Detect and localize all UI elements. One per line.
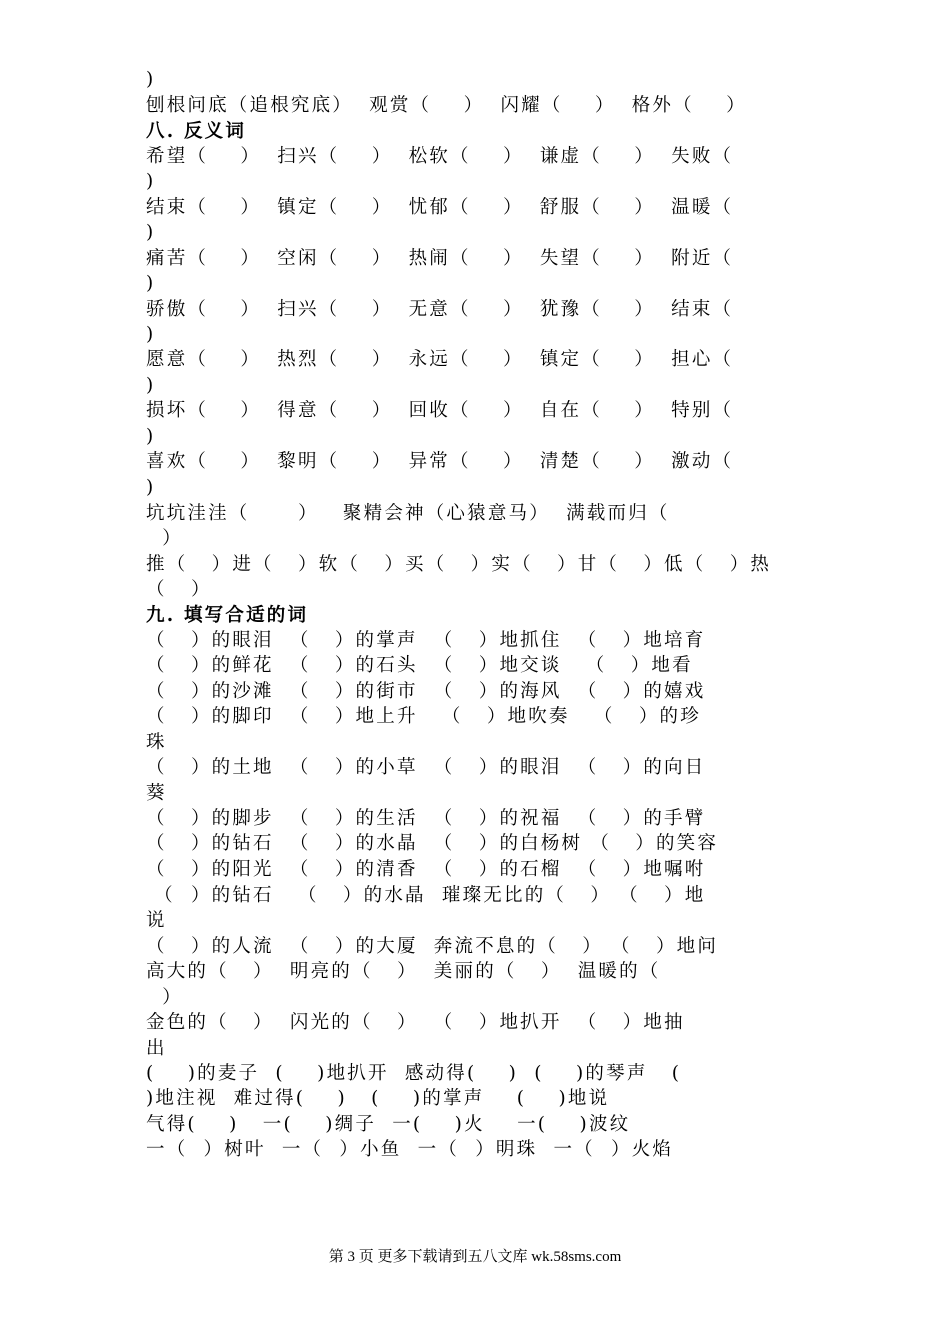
text-line: 损坏（ ） 得意（ ） 回收（ ） 自在（ ） 特别（ [146, 400, 734, 421]
text-line: 高大的（ ） 明亮的（ ） 美丽的（ ） 温暖的（ [146, 961, 661, 982]
text-line: ) [146, 375, 156, 396]
text-line: （ ）的鲜花 （ ）的石头 （ ）地交谈 （ ）地看 [146, 655, 693, 676]
text-line: ) [146, 426, 156, 447]
text-line: 葵 [146, 783, 167, 804]
text-line: 愿意（ ） 热烈（ ） 永远（ ） 镇定（ ） 担心（ [146, 349, 734, 370]
text-line: 结束（ ） 镇定（ ） 忧郁（ ） 舒服（ ） 温暖（ [146, 197, 734, 218]
text-line: （ ）的沙滩 （ ）的街市 （ ）的海风 （ ）的嬉戏 [146, 681, 706, 702]
text-line: 说 [146, 910, 167, 931]
text-line: ) [146, 171, 156, 192]
text-line: 出 [146, 1038, 167, 1059]
text-line: ) [146, 69, 156, 90]
text-line: )地注视 难过得( ) ( )的掌声 ( )地说 [146, 1088, 610, 1109]
text-line: ) [146, 222, 156, 243]
text-line: ( )的麦子 ( )地扒开 感动得( ) ( )的琴声 ( [146, 1063, 682, 1084]
text-line: （ ）的钻石 （ ）的水晶 （ ）的白杨树 （ ）的笑容 [146, 833, 719, 854]
text-line: ） [146, 987, 183, 1008]
text-line: ) [146, 273, 156, 294]
text-line: （ ）的脚步 （ ）的生活 （ ）的祝福 （ ）的手臂 [146, 808, 706, 829]
text-line: 气得( ) 一( )绸子 一( )火 一( )波纹 [146, 1114, 631, 1135]
text-line: ） [146, 528, 183, 549]
text-line: 刨根问底（追根究底） 观赏（ ） 闪耀（ ） 格外（ ） [146, 95, 747, 116]
text-line: ) [146, 324, 156, 345]
text-line: 金色的（ ） 闪光的（ ） （ ）地扒开 （ ）地抽 [146, 1012, 685, 1033]
text-line: 痛苦（ ） 空闲（ ） 热闹（ ） 失望（ ） 附近（ [146, 248, 734, 269]
section-heading-antonyms: 八. 反义词 [146, 121, 247, 142]
text-line: （ ）的脚印 （ ）地上升 （ ）地吹奏 （ ）的珍 [146, 706, 701, 727]
section-heading-fill-words: 九. 填写合适的词 [146, 605, 309, 626]
text-line: （ ） [146, 579, 212, 600]
text-line: 骄傲（ ） 扫兴（ ） 无意（ ） 犹豫（ ） 结束（ [146, 299, 734, 320]
text-line: （ ）的钻石 （ ）的水晶 璀璨无比的（ ） （ ）地 [146, 885, 706, 906]
text-line: 希望（ ） 扫兴（ ） 松软（ ） 谦虚（ ） 失败（ [146, 146, 734, 167]
text-line: 推（ ）进（ ）软（ ）买（ ）实（ ）甘（ ）低（ ）热 [146, 554, 772, 575]
text-line: （ ）的人流 （ ）的大厦 奔流不息的（ ） （ ）地问 [146, 936, 719, 957]
text-line: 坑坑洼洼（ ） 聚精会神（心猿意马） 满载而归（ [146, 503, 670, 524]
text-line: 珠 [146, 732, 167, 753]
text-line: （ ）的眼泪 （ ）的掌声 （ ）地抓住 （ ）地培育 [146, 630, 706, 651]
text-line: 一（ ）树叶 一（ ）小鱼 一（ ）明珠 一（ ）火焰 [146, 1139, 674, 1160]
text-line: 喜欢（ ） 黎明（ ） 异常（ ） 清楚（ ） 激动（ [146, 451, 734, 472]
text-line: （ ）的阳光 （ ）的清香 （ ）的石榴 （ ）地嘱咐 [146, 859, 706, 880]
text-line: ) [146, 477, 156, 498]
text-line: （ ）的土地 （ ）的小草 （ ）的眼泪 （ ）的向日 [146, 757, 706, 778]
page-footer: 第 3 页 更多下载请到五八文库 wk.58sms.com [328, 1249, 622, 1265]
